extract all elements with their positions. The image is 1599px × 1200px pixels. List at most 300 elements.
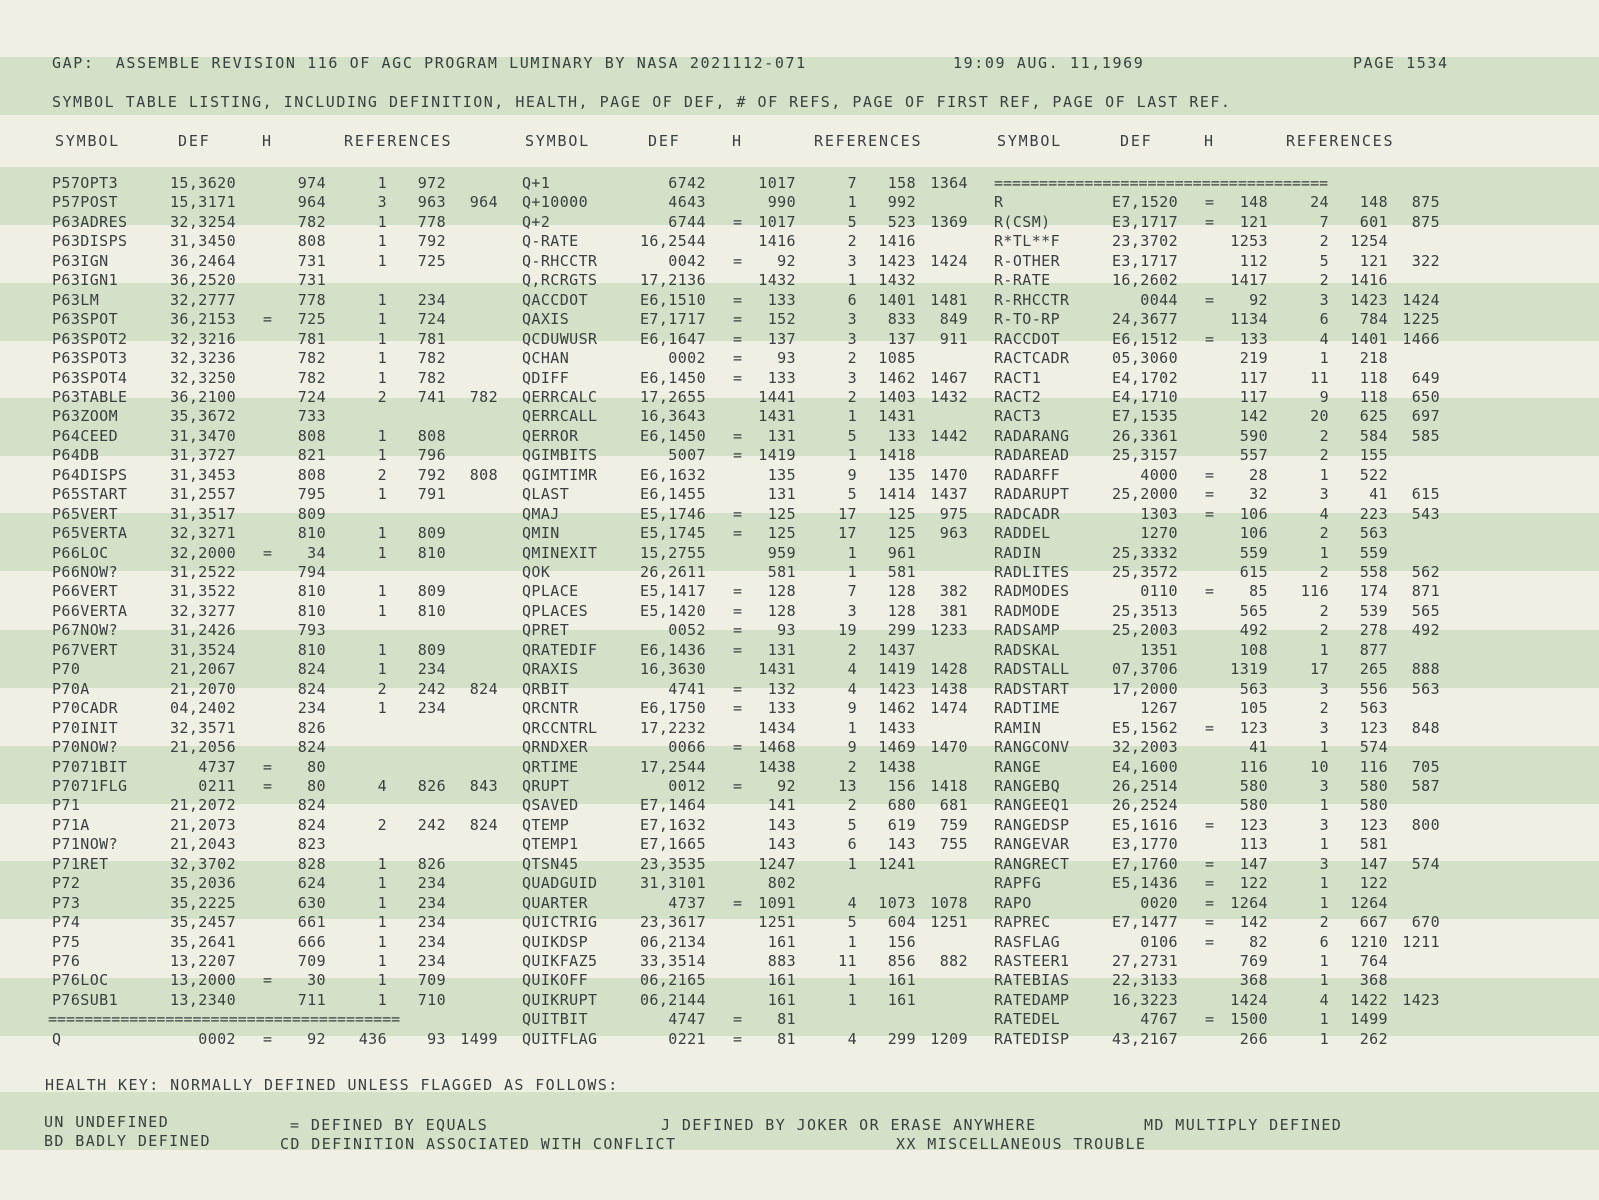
table-row [0,271,1599,290]
cell-last-ref: 1474 [930,699,968,718]
cell-health: = [733,446,743,465]
cell-ref-count: 1 [377,212,387,231]
cell-first-ref: 781 [417,329,446,348]
cell-first-ref: 122 [1359,874,1388,893]
cell-page: 121 [1239,212,1268,231]
cell-page: 133 [767,368,796,387]
cell-page: 1417 [1230,271,1268,290]
table-row [0,971,1599,990]
column-header-h: H [732,132,743,150]
cell-first-ref: 262 [1359,1029,1388,1048]
table-row [0,913,1599,932]
cell-ref-count: 1 [377,290,387,309]
cell-first-ref: 1403 [878,387,916,406]
column-header-def: DEF [178,132,211,150]
cell-symbol: P64DISPS [52,465,128,484]
cell-def: 13,2340 [169,990,236,1009]
cell-first-ref: 741 [417,387,446,406]
cell-def: 1270 [1140,524,1178,543]
cell-ref-count: 4 [1319,504,1329,523]
cell-def: 36,2520 [169,271,236,290]
cell-ref-count: 5 [847,913,857,932]
cell-ref-count: 9 [847,738,857,757]
cell-def: E4,1702 [1111,368,1178,387]
cell-symbol: RADARFF [994,465,1061,484]
cell-last-ref: 1470 [930,738,968,757]
cell-first-ref: 539 [1359,601,1388,620]
cell-page: 266 [1239,1029,1268,1048]
cell-def: 06,2165 [639,971,706,990]
cell-ref-count: 2 [847,796,857,815]
cell-page: 123 [1239,815,1268,834]
cell-page: 368 [1239,971,1268,990]
cell-ref-count: 4 [377,776,387,795]
cell-def: 35,3672 [169,407,236,426]
cell-ref-count: 4 [1319,329,1329,348]
cell-first-ref: 523 [887,212,916,231]
cell-symbol: R [994,193,1004,212]
cell-page: 1431 [758,660,796,679]
cell-symbol: RAPREC [994,913,1051,932]
cell-first-ref: 123 [1359,718,1388,737]
cell-symbol: RADDEL [994,524,1051,543]
cell-first-ref: 792 [417,465,446,484]
cell-first-ref: 1418 [878,446,916,465]
cell-def: 24,3677 [1111,310,1178,329]
cell-def: 17,2655 [639,387,706,406]
cell-health: = [733,738,743,757]
cell-last-ref: 574 [1411,854,1440,873]
cell-last-ref: 1424 [930,251,968,270]
cell-symbol: P57OPT3 [52,174,119,192]
cell-symbol: P71A [52,815,90,834]
cell-ref-count: 20 [1310,407,1329,426]
cell-last-ref: 964 [469,193,498,212]
cell-symbol: RADTIME [994,699,1061,718]
cell-def: 31,3517 [169,504,236,523]
cell-page: 132 [767,679,796,698]
cell-def: 32,3571 [169,718,236,737]
cell-first-ref: 667 [1359,913,1388,932]
cell-page: 824 [297,679,326,698]
cell-def: 1267 [1140,699,1178,718]
cell-ref-count: 5 [847,485,857,504]
cell-first-ref: 161 [887,990,916,1009]
cell-first-ref: 1423 [878,251,916,270]
cell-page: 161 [767,971,796,990]
cell-def: 26,2514 [1111,776,1178,795]
cell-symbol: QRBIT [522,679,570,698]
cell-last-ref: 1418 [930,776,968,795]
cell-page: 105 [1239,699,1268,718]
cell-def: E5,1616 [1111,815,1178,834]
cell-page: 133 [1239,329,1268,348]
cell-last-ref: 848 [1411,718,1440,737]
cell-def: 16,3643 [639,407,706,426]
cell-page: 92 [777,776,796,795]
cell-symbol: P63ZOOM [52,407,119,426]
cell-def: 23,3702 [1111,232,1178,251]
cell-ref-count: 2 [377,679,387,698]
cell-symbol: RADIN [994,543,1042,562]
cell-def: E6,1632 [639,465,706,484]
table-row [0,602,1599,621]
cell-def: E7,1535 [1111,407,1178,426]
cell-first-ref: 809 [417,524,446,543]
cell-first-ref: 278 [1359,621,1388,640]
cell-symbol: P65VERTA [52,524,128,543]
cell-ref-count: 1 [1319,835,1329,854]
cell-health: = [733,212,743,231]
cell-first-ref: 563 [1359,699,1388,718]
column-header-def: DEF [648,132,681,150]
cell-symbol: QRUPT [522,776,570,795]
column-header-symbol: SYMBOL [525,132,590,150]
cell-symbol: R*TL**F [994,232,1061,251]
cell-health: = [733,1029,743,1048]
cell-page: 80 [307,757,326,776]
cell-first-ref: 135 [887,465,916,484]
cell-def: 31,2557 [169,485,236,504]
cell-ref-count: 2 [1319,621,1329,640]
cell-ref-count: 4 [847,679,857,698]
cell-def: 0211 [198,776,236,795]
cell-page: 117 [1239,387,1268,406]
cell-symbol: P66VERT [52,582,119,601]
cell-last-ref: 1211 [1402,932,1440,951]
cell-symbol: R-RHCCTR [994,290,1070,309]
cell-symbol: QUIKOFF [522,971,589,990]
cell-def: 22,3133 [1111,971,1178,990]
health-key-un: UN UNDEFINED [44,1113,170,1131]
cell-page: 492 [1239,621,1268,640]
cell-def: E3,1717 [1111,251,1178,270]
cell-page: 1264 [1230,893,1268,912]
cell-ref-count: 1 [377,349,387,368]
cell-symbol: QLAST [522,485,570,504]
cell-def: E6,1750 [639,699,706,718]
cell-def: E4,1600 [1111,757,1178,776]
cell-last-ref: 875 [1411,212,1440,231]
cell-def: 43,2167 [1111,1029,1178,1048]
cell-symbol: RANGEEQ1 [994,796,1070,815]
cell-symbol: RADCADR [994,504,1061,523]
cell-def: 21,2070 [169,679,236,698]
cell-def: E6,1647 [639,329,706,348]
cell-ref-count: 3 [847,368,857,387]
column-header-references: REFERENCES [1286,132,1395,150]
cell-first-ref: 1462 [878,699,916,718]
cell-first-ref: 581 [1359,835,1388,854]
cell-symbol: Q,RCRGTS [522,271,598,290]
cell-def: E6,1510 [639,290,706,309]
cell-page: 959 [767,543,796,562]
health-key-joker: J DEFINED BY JOKER OR ERASE ANYWHERE [661,1116,1037,1134]
cell-def: 25,2000 [1111,485,1178,504]
cell-first-ref: 1401 [878,290,916,309]
cell-ref-count: 6 [847,835,857,854]
cell-page: 1419 [758,446,796,465]
cell-ref-count: 6 [1319,310,1329,329]
cell-first-ref: 972 [417,174,446,192]
cell-symbol: P63SPOT3 [52,349,128,368]
cell-symbol: RATEDEL [994,1010,1061,1029]
cell-def: E6,1450 [639,368,706,387]
cell-symbol: RACT1 [994,368,1042,387]
cell-last-ref: 824 [469,815,498,834]
cell-ref-count: 1 [847,718,857,737]
cell-symbol: RADARUPT [994,485,1070,504]
cell-ref-count: 1 [377,952,387,970]
cell-first-ref: 764 [1359,952,1388,970]
cell-page: 81 [777,1029,796,1048]
cell-last-ref: 759 [939,815,968,834]
cell-def: E6,1450 [639,426,706,445]
cell-symbol: QRCNTR [522,699,579,718]
cell-first-ref: 1438 [878,757,916,776]
cell-first-ref: 1431 [878,407,916,426]
cell-ref-count: 1 [847,971,857,990]
cell-first-ref: 1499 [1350,1010,1388,1029]
health-key-equals: = DEFINED BY EQUALS [290,1116,489,1134]
cell-def: E7,1632 [639,815,706,834]
cell-def: 35,2457 [169,913,236,932]
cell-page: 1091 [758,893,796,912]
cell-ref-count: 1 [847,990,857,1009]
cell-symbol: RADSKAL [994,640,1061,659]
cell-last-ref: 1438 [930,679,968,698]
cell-def: 04,2402 [169,699,236,718]
cell-page: 28 [1249,465,1268,484]
cell-def: 0106 [1140,932,1178,951]
cell-def: E7,1477 [1111,913,1178,932]
cell-symbol: QUITBIT [522,1010,589,1029]
cell-page: 1247 [758,854,796,873]
listing-time-date: 19:09 AUG. 11,1969 [953,54,1145,72]
cell-last-ref: 1369 [930,212,968,231]
cell-ref-count: 1 [377,310,387,329]
cell-first-ref: 619 [887,815,916,834]
cell-last-ref: 800 [1411,815,1440,834]
table-row [0,991,1599,1010]
cell-first-ref: 116 [1359,757,1388,776]
cell-health: = [1205,193,1215,212]
cell-first-ref: 41 [1369,485,1388,504]
cell-symbol: P70NOW? [52,738,119,757]
cell-health: = [733,601,743,620]
cell-first-ref: 242 [417,815,446,834]
cell-def: E7,1717 [639,310,706,329]
cell-ref-count: 5 [847,212,857,231]
cell-health: = [733,504,743,523]
cell-first-ref: 810 [417,543,446,562]
cell-last-ref: 911 [939,329,968,348]
table-row [0,719,1599,738]
cell-page: 580 [1239,776,1268,795]
cell-ref-count: 1 [377,601,387,620]
cell-first-ref: 961 [887,543,916,562]
table-row [0,213,1599,232]
cell-symbol: QUIKDSP [522,932,589,951]
cell-page: 143 [767,835,796,854]
cell-last-ref: 782 [469,387,498,406]
cell-symbol: QDIFF [522,368,570,387]
cell-first-ref: 1414 [878,485,916,504]
cell-def: 17,2544 [639,757,706,776]
cell-first-ref: 128 [887,601,916,620]
cell-last-ref: 562 [1411,563,1440,581]
cell-def: 21,2056 [169,738,236,757]
cell-ref-count: 4 [847,1029,857,1048]
cell-last-ref: 1233 [930,621,968,640]
cell-def: E3,1717 [1111,212,1178,231]
cell-first-ref: 155 [1359,446,1388,465]
cell-ref-count: 1 [377,446,387,465]
cell-symbol: P70CADR [52,699,119,718]
cell-first-ref: 223 [1359,504,1388,523]
table-row [0,621,1599,640]
cell-page: 161 [767,990,796,1009]
cell-page: 810 [297,582,326,601]
health-key-bd: BD BADLY DEFINED [44,1132,211,1150]
cell-def: 32,2000 [169,543,236,562]
cell-def: 5007 [668,446,706,465]
cell-first-ref: 709 [417,971,446,990]
cell-symbol: P70A [52,679,90,698]
cell-health: = [1205,932,1215,951]
cell-last-ref: 322 [1411,251,1440,270]
cell-first-ref: 796 [417,446,446,465]
cell-ref-count: 7 [847,582,857,601]
cell-symbol: QPRET [522,621,570,640]
cell-last-ref: 381 [939,601,968,620]
cell-last-ref: 1467 [930,368,968,387]
cell-def: 25,3572 [1111,563,1178,581]
cell-health: = [263,310,273,329]
cell-first-ref: 604 [887,913,916,932]
cell-page: 821 [297,446,326,465]
cell-last-ref: 697 [1411,407,1440,426]
cell-first-ref: 125 [887,524,916,543]
cell-first-ref: 148 [1359,193,1388,212]
cell-first-ref: 1085 [878,349,916,368]
cell-page: 565 [1239,601,1268,620]
cell-def: 16,2602 [1111,271,1178,290]
cell-ref-count: 1 [377,426,387,445]
cell-def: 23,3617 [639,913,706,932]
cell-symbol: QUIKRUPT [522,990,598,1009]
cell-page: 1441 [758,387,796,406]
cell-first-ref: 826 [417,854,446,873]
table-row [0,952,1599,971]
cell-health: = [733,310,743,329]
cell-last-ref: 843 [469,776,498,795]
cell-symbol: QUARTER [522,893,589,912]
cell-symbol: QRTIME [522,757,579,776]
cell-def: E5,1562 [1111,718,1178,737]
cell-first-ref: 1073 [878,893,916,912]
cell-page: 106 [1239,524,1268,543]
cell-ref-count: 1 [377,329,387,348]
cell-page: 724 [297,387,326,406]
cell-first-ref: 218 [1359,349,1388,368]
cell-page: 1253 [1230,232,1268,251]
cell-page: 808 [297,465,326,484]
cell-symbol: QUITFLAG [522,1029,598,1048]
cell-def: 0020 [1140,893,1178,912]
cell-ref-count: 5 [847,426,857,445]
cell-def: 31,3524 [169,640,236,659]
cell-page: 142 [1239,913,1268,932]
cell-first-ref: 128 [887,582,916,601]
cell-symbol: P66LOC [52,543,109,562]
cell-page: 810 [297,601,326,620]
cell-last-ref: 875 [1411,193,1440,212]
cell-symbol: QSAVED [522,796,579,815]
cell-health: = [263,776,273,795]
cell-ref-count: 1 [847,271,857,290]
cell-symbol: P63SPOT [52,310,119,329]
cell-health: = [1205,815,1215,834]
cell-ref-count: 1 [847,446,857,465]
cell-def: 23,3535 [639,854,706,873]
cell-def: 4643 [668,193,706,212]
cell-def: 32,3277 [169,601,236,620]
cell-def: 13,2207 [169,952,236,970]
cell-health: = [733,1010,743,1029]
cell-symbol: RADSAMP [994,621,1061,640]
cell-symbol: QERRCALC [522,387,598,406]
cell-page: 1434 [758,718,796,737]
cell-health: = [1205,212,1215,231]
cell-ref-count: 1 [377,582,387,601]
cell-ref-count: 1 [377,854,387,873]
cell-page: 128 [767,601,796,620]
cell-symbol: P63DISPS [52,232,128,251]
cell-page: 725 [297,310,326,329]
cell-ref-count: 3 [847,601,857,620]
cell-symbol: P76LOC [52,971,109,990]
cell-ref-count: 1 [377,874,387,893]
cell-ref-count: 1 [377,990,387,1009]
cell-last-ref: 1470 [930,465,968,484]
cell-health: = [1205,465,1215,484]
cell-symbol: P75 [52,932,81,951]
cell-ref-count: 1 [1319,874,1329,893]
cell-def: 31,2426 [169,621,236,640]
cell-last-ref: 755 [939,835,968,854]
cell-ref-count: 2 [1319,913,1329,932]
cell-def: 25,3332 [1111,543,1178,562]
cell-symbol: QUADGUID [522,874,598,893]
cell-symbol: QRATEDIF [522,640,598,659]
cell-page: 1500 [1230,1010,1268,1029]
cell-first-ref: 161 [887,971,916,990]
cell-def: 15,2755 [639,543,706,562]
cell-def: 36,2100 [169,387,236,406]
cell-health: = [1205,893,1215,912]
cell-symbol: R-TO-RP [994,310,1061,329]
cell-ref-count: 4 [1319,990,1329,1009]
cell-ref-count: 2 [377,815,387,834]
cell-symbol: RATEDISP [994,1029,1070,1048]
cell-page: 80 [307,776,326,795]
cell-symbol: P71NOW? [52,835,119,854]
cell-page: 778 [297,290,326,309]
cell-first-ref: 782 [417,368,446,387]
cell-health: = [1205,329,1215,348]
cell-def: 17,2000 [1111,679,1178,698]
